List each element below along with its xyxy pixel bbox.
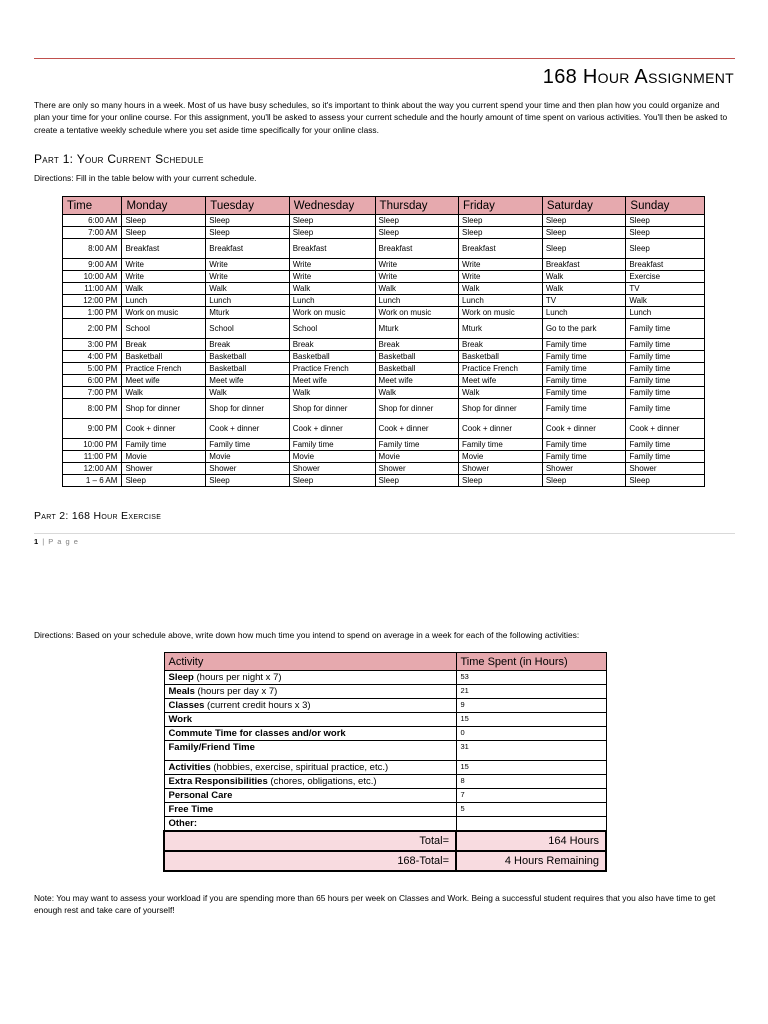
- part2-heading: Part 2: 168 Hour Exercise: [34, 510, 162, 522]
- schedule-cell: Work on music: [458, 307, 542, 319]
- schedule-col-header: Wednesday: [289, 197, 375, 215]
- schedule-cell: Shower: [289, 463, 375, 475]
- schedule-cell: Family time: [626, 375, 705, 387]
- activity-name: Classes: [168, 700, 205, 711]
- schedule-cell: Cook + dinner: [458, 419, 542, 439]
- schedule-cell: Write: [289, 259, 375, 271]
- part2-directions: Directions: Based on your schedule above, write down how much time you intend to spend on average in a week for each of the following activities:: [34, 630, 580, 640]
- schedule-row: [63, 215, 705, 227]
- schedule-cell: Family time: [626, 363, 705, 375]
- schedule-cell: Shop for dinner: [122, 399, 206, 419]
- schedule-cell: Movie: [375, 451, 458, 463]
- schedule-row: [63, 387, 705, 399]
- part1-directions: Directions: Fill in the table below with your current schedule.: [34, 173, 257, 183]
- schedule-cell: Sleep: [458, 475, 542, 487]
- activity-name: Sleep: [168, 672, 194, 683]
- schedule-time-cell: 10:00 AM: [63, 271, 122, 283]
- schedule-cell: Sleep: [289, 475, 375, 487]
- schedule-time-cell: 8:00 PM: [63, 399, 122, 419]
- schedule-row: [63, 463, 705, 475]
- schedule-cell: Sleep: [626, 227, 705, 239]
- schedule-time-cell: 9:00 PM: [63, 419, 122, 439]
- schedule-cell: Write: [206, 271, 289, 283]
- schedule-cell: Movie: [206, 451, 289, 463]
- schedule-col-header: Tuesday: [206, 197, 289, 215]
- activity-name-cell: [164, 699, 456, 713]
- schedule-cell: Meet wife: [122, 375, 206, 387]
- schedule-cell: Movie: [122, 451, 206, 463]
- schedule-col-header: Thursday: [375, 197, 458, 215]
- schedule-cell: Basketball: [206, 351, 289, 363]
- header-rule: [34, 58, 735, 59]
- schedule-cell: Sleep: [542, 227, 626, 239]
- schedule-cell: Sleep: [542, 215, 626, 227]
- schedule-row: [63, 271, 705, 283]
- activity-name-cell: [164, 789, 456, 803]
- schedule-cell: Cook + dinner: [289, 419, 375, 439]
- schedule-row: [63, 339, 705, 351]
- schedule-cell: Lunch: [206, 295, 289, 307]
- activity-header: Activity: [164, 653, 456, 671]
- schedule-cell: Walk: [375, 387, 458, 399]
- schedule-cell: Shower: [206, 463, 289, 475]
- schedule-cell: Cook + dinner: [375, 419, 458, 439]
- schedule-cell: Family time: [542, 339, 626, 351]
- activity-name: Extra Responsibilities: [168, 776, 268, 787]
- schedule-cell: Write: [458, 259, 542, 271]
- schedule-row: [63, 295, 705, 307]
- schedule-cell: Sleep: [375, 215, 458, 227]
- schedule-cell: Family time: [626, 451, 705, 463]
- schedule-cell: Basketball: [122, 351, 206, 363]
- schedule-cell: Write: [206, 259, 289, 271]
- schedule-row: [63, 351, 705, 363]
- schedule-cell: Sleep: [122, 475, 206, 487]
- schedule-cell: Cook + dinner: [626, 419, 705, 439]
- page-number: [34, 537, 79, 546]
- activity-table: [163, 652, 607, 872]
- schedule-cell: Family time: [542, 387, 626, 399]
- activity-hours-cell: 8: [456, 775, 606, 789]
- activity-row: [164, 685, 606, 699]
- schedule-cell: Work on music: [289, 307, 375, 319]
- schedule-body: [63, 215, 705, 487]
- activity-hours-cell: 0: [456, 727, 606, 741]
- schedule-cell: Walk: [122, 387, 206, 399]
- schedule-cell: Walk: [289, 283, 375, 295]
- activity-body: [164, 671, 606, 832]
- schedule-cell: Family time: [375, 439, 458, 451]
- schedule-cell: Lunch: [122, 295, 206, 307]
- activity-hint: (current credit hours x 3): [204, 700, 311, 711]
- schedule-cell: Shower: [626, 463, 705, 475]
- intro-paragraph: There are only so many hours in a week. Most of us have busy schedules, so it's important to think about the way you current spend your time and then plan how you could organize and plan your time for your online course. For this assignment, you'll be asked to assess your current schedule and the hourly amount of time spent on various activities. You'll then be asked to create a tentative weekly schedule where you set aside time specifically for your online class.: [34, 100, 728, 135]
- activity-name-cell: [164, 671, 456, 685]
- schedule-cell: Practice French: [289, 363, 375, 375]
- schedule-cell: Family time: [626, 387, 705, 399]
- activity-hint: (hobbies, exercise, spiritual practice, etc.): [210, 762, 389, 773]
- activity-hours-cell: 53: [456, 671, 606, 685]
- page-number-value: 1: [34, 537, 40, 546]
- schedule-time-cell: 11:00 AM: [63, 283, 122, 295]
- activity-name-cell: [164, 803, 456, 817]
- schedule-col-header: Sunday: [626, 197, 705, 215]
- schedule-cell: School: [122, 319, 206, 339]
- schedule-time-cell: 11:00 PM: [63, 451, 122, 463]
- schedule-cell: Sleep: [122, 227, 206, 239]
- schedule-cell: Practice French: [458, 363, 542, 375]
- schedule-time-cell: 7:00 PM: [63, 387, 122, 399]
- schedule-cell: Walk: [206, 283, 289, 295]
- activity-row: [164, 699, 606, 713]
- schedule-cell: Write: [375, 271, 458, 283]
- schedule-row: [63, 227, 705, 239]
- schedule-cell: Breakfast: [206, 239, 289, 259]
- schedule-cell: Lunch: [626, 307, 705, 319]
- schedule-row: [63, 375, 705, 387]
- schedule-cell: Movie: [458, 451, 542, 463]
- total-value: 164 Hours: [456, 831, 606, 851]
- schedule-cell: Write: [122, 259, 206, 271]
- schedule-cell: Family time: [542, 375, 626, 387]
- activity-name-cell: [164, 761, 456, 775]
- activity-hint: (chores, obligations, etc.): [267, 776, 377, 787]
- schedule-cell: Sleep: [206, 215, 289, 227]
- activity-hours-cell: 31: [456, 741, 606, 761]
- schedule-cell: Basketball: [375, 363, 458, 375]
- schedule-cell: Break: [458, 339, 542, 351]
- schedule-row: [63, 439, 705, 451]
- schedule-cell: Shower: [375, 463, 458, 475]
- activity-name-cell: [164, 775, 456, 789]
- schedule-cell: Breakfast: [458, 239, 542, 259]
- footer-rule: [34, 533, 735, 534]
- activity-name: Free Time: [168, 804, 214, 815]
- schedule-cell: Sleep: [542, 475, 626, 487]
- activity-name: Family/Friend Time: [168, 742, 255, 753]
- schedule-cell: Sleep: [122, 215, 206, 227]
- schedule-cell: Shower: [458, 463, 542, 475]
- schedule-cell: Write: [122, 271, 206, 283]
- schedule-cell: Family time: [626, 339, 705, 351]
- schedule-cell: Walk: [458, 283, 542, 295]
- schedule-cell: Sleep: [458, 227, 542, 239]
- schedule-cell: Sleep: [458, 215, 542, 227]
- schedule-cell: Sleep: [289, 227, 375, 239]
- schedule-row: [63, 399, 705, 419]
- schedule-row: [63, 307, 705, 319]
- schedule-cell: Family time: [206, 439, 289, 451]
- document-title: 168 Hour Assignment: [542, 66, 734, 88]
- schedule-time-cell: 1:00 PM: [63, 307, 122, 319]
- schedule-cell: Family time: [542, 451, 626, 463]
- schedule-cell: Shop for dinner: [375, 399, 458, 419]
- schedule-cell: Sleep: [289, 215, 375, 227]
- schedule-cell: Family time: [458, 439, 542, 451]
- schedule-cell: Family time: [542, 439, 626, 451]
- schedule-time-cell: 3:00 PM: [63, 339, 122, 351]
- activity-row: [164, 713, 606, 727]
- schedule-cell: Exercise: [626, 271, 705, 283]
- schedule-cell: Lunch: [289, 295, 375, 307]
- schedule-row: [63, 419, 705, 439]
- schedule-time-cell: 4:00 PM: [63, 351, 122, 363]
- schedule-cell: Sleep: [626, 215, 705, 227]
- page-number-separator: |: [39, 537, 49, 546]
- schedule-cell: Breakfast: [289, 239, 375, 259]
- activity-row: [164, 727, 606, 741]
- schedule-time-cell: 6:00 PM: [63, 375, 122, 387]
- schedule-cell: Meet wife: [206, 375, 289, 387]
- schedule-col-header: Friday: [458, 197, 542, 215]
- schedule-cell: Walk: [458, 387, 542, 399]
- schedule-col-header: Saturday: [542, 197, 626, 215]
- schedule-time-cell: 9:00 AM: [63, 259, 122, 271]
- schedule-cell: Break: [206, 339, 289, 351]
- schedule-cell: Family time: [289, 439, 375, 451]
- remaining-label: 168-Total=: [164, 851, 456, 871]
- activity-hours-cell: 9: [456, 699, 606, 713]
- activity-name-cell: [164, 713, 456, 727]
- schedule-cell: Breakfast: [375, 239, 458, 259]
- activity-name: Meals: [168, 686, 195, 697]
- schedule-cell: Basketball: [458, 351, 542, 363]
- schedule-header-row: [63, 197, 705, 215]
- schedule-cell: Cook + dinner: [206, 419, 289, 439]
- schedule-cell: Lunch: [458, 295, 542, 307]
- schedule-row: [63, 363, 705, 375]
- schedule-row: [63, 239, 705, 259]
- schedule-cell: Sleep: [626, 475, 705, 487]
- activity-hours-cell: 7: [456, 789, 606, 803]
- schedule-cell: Basketball: [289, 351, 375, 363]
- activity-name-cell: [164, 817, 456, 832]
- schedule-cell: Break: [122, 339, 206, 351]
- schedule-cell: Basketball: [206, 363, 289, 375]
- total-row: [164, 831, 606, 851]
- schedule-cell: Mturk: [375, 319, 458, 339]
- schedule-table: [62, 196, 705, 487]
- schedule-cell: School: [206, 319, 289, 339]
- schedule-cell: Write: [375, 259, 458, 271]
- schedule-cell: Sleep: [375, 475, 458, 487]
- schedule-cell: Work on music: [375, 307, 458, 319]
- activity-hours-cell: 5: [456, 803, 606, 817]
- schedule-cell: Break: [289, 339, 375, 351]
- schedule-cell: Family time: [542, 351, 626, 363]
- activity-name-cell: [164, 727, 456, 741]
- schedule-cell: Family time: [626, 439, 705, 451]
- activity-header-row: [164, 653, 606, 671]
- schedule-cell: Family time: [542, 399, 626, 419]
- schedule-time-cell: 7:00 AM: [63, 227, 122, 239]
- schedule-cell: Sleep: [542, 239, 626, 259]
- schedule-cell: Family time: [542, 363, 626, 375]
- activity-hint: (hours per day x 7): [194, 686, 278, 697]
- schedule-cell: Walk: [289, 387, 375, 399]
- schedule-cell: Meet wife: [458, 375, 542, 387]
- activity-hours-cell: 21: [456, 685, 606, 699]
- schedule-cell: Breakfast: [542, 259, 626, 271]
- schedule-time-cell: 12:00 AM: [63, 463, 122, 475]
- activity-row: [164, 775, 606, 789]
- schedule-cell: Shower: [122, 463, 206, 475]
- schedule-cell: School: [289, 319, 375, 339]
- schedule-cell: Sleep: [626, 239, 705, 259]
- schedule-cell: Lunch: [375, 295, 458, 307]
- schedule-cell: Breakfast: [122, 239, 206, 259]
- schedule-cell: Family time: [122, 439, 206, 451]
- schedule-row: [63, 451, 705, 463]
- schedule-time-cell: 6:00 AM: [63, 215, 122, 227]
- activity-name: Work: [168, 714, 193, 725]
- schedule-cell: Cook + dinner: [542, 419, 626, 439]
- schedule-cell: Walk: [375, 283, 458, 295]
- schedule-cell: Sleep: [375, 227, 458, 239]
- schedule-cell: Walk: [206, 387, 289, 399]
- schedule-cell: Breakfast: [626, 259, 705, 271]
- activity-hours-cell: 15: [456, 713, 606, 727]
- schedule-cell: Practice French: [122, 363, 206, 375]
- schedule-cell: TV: [542, 295, 626, 307]
- schedule-cell: Shower: [542, 463, 626, 475]
- schedule-cell: Family time: [626, 319, 705, 339]
- schedule-time-cell: 1 – 6 AM: [63, 475, 122, 487]
- schedule-cell: Shop for dinner: [206, 399, 289, 419]
- activity-hours-cell: 15: [456, 761, 606, 775]
- schedule-cell: Meet wife: [289, 375, 375, 387]
- activity-row: [164, 789, 606, 803]
- schedule-row: [63, 259, 705, 271]
- remaining-row: [164, 851, 606, 871]
- schedule-time-cell: 2:00 PM: [63, 319, 122, 339]
- schedule-cell: Walk: [122, 283, 206, 295]
- schedule-cell: Mturk: [458, 319, 542, 339]
- schedule-cell: Family time: [626, 399, 705, 419]
- activity-name: Commute Time for classes and/or work: [168, 728, 346, 739]
- schedule-col-header: Monday: [122, 197, 206, 215]
- activity-name-cell: [164, 741, 456, 761]
- schedule-time-cell: 5:00 PM: [63, 363, 122, 375]
- schedule-row: [63, 319, 705, 339]
- schedule-cell: Sleep: [206, 475, 289, 487]
- time-spent-header: Time Spent (in Hours): [456, 653, 606, 671]
- activity-name: Other:: [168, 818, 197, 829]
- schedule-cell: Sleep: [206, 227, 289, 239]
- schedule-cell: Walk: [626, 295, 705, 307]
- schedule-row: [63, 475, 705, 487]
- activity-row: [164, 761, 606, 775]
- schedule-time-cell: 10:00 PM: [63, 439, 122, 451]
- schedule-col-header: Time: [63, 197, 122, 215]
- schedule-cell: Write: [289, 271, 375, 283]
- schedule-cell: TV: [626, 283, 705, 295]
- schedule-cell: Meet wife: [375, 375, 458, 387]
- schedule-cell: Work on music: [122, 307, 206, 319]
- activity-hours-cell: [456, 817, 606, 832]
- schedule-cell: Family time: [626, 351, 705, 363]
- note-paragraph: Note: You may want to assess your workload if you are spending more than 65 hours per week on Classes and Work. Being a successful student requires that you also have time to get enough rest and take care of yourself!: [34, 893, 716, 916]
- activity-row: [164, 803, 606, 817]
- activity-name: Activities: [168, 762, 211, 773]
- schedule-time-cell: 12:00 PM: [63, 295, 122, 307]
- activity-row: [164, 671, 606, 685]
- activity-name-cell: [164, 685, 456, 699]
- schedule-row: [63, 283, 705, 295]
- page-number-label: P a g e: [48, 537, 79, 546]
- schedule-cell: Lunch: [542, 307, 626, 319]
- schedule-cell: Shop for dinner: [458, 399, 542, 419]
- schedule-cell: Break: [375, 339, 458, 351]
- schedule-time-cell: 8:00 AM: [63, 239, 122, 259]
- schedule-cell: Cook + dinner: [122, 419, 206, 439]
- activity-name: Personal Care: [168, 790, 233, 801]
- activity-row: [164, 741, 606, 761]
- part1-heading: Part 1: Your Current Schedule: [34, 152, 204, 166]
- schedule-cell: Walk: [542, 271, 626, 283]
- remaining-value: 4 Hours Remaining: [456, 851, 606, 871]
- total-label: Total=: [164, 831, 456, 851]
- activity-hint: (hours per night x 7): [193, 672, 282, 683]
- schedule-cell: Shop for dinner: [289, 399, 375, 419]
- schedule-cell: Movie: [289, 451, 375, 463]
- schedule-cell: Basketball: [375, 351, 458, 363]
- schedule-cell: Go to the park: [542, 319, 626, 339]
- schedule-cell: Mturk: [206, 307, 289, 319]
- schedule-cell: Write: [458, 271, 542, 283]
- activity-row: [164, 817, 606, 832]
- schedule-cell: Walk: [542, 283, 626, 295]
